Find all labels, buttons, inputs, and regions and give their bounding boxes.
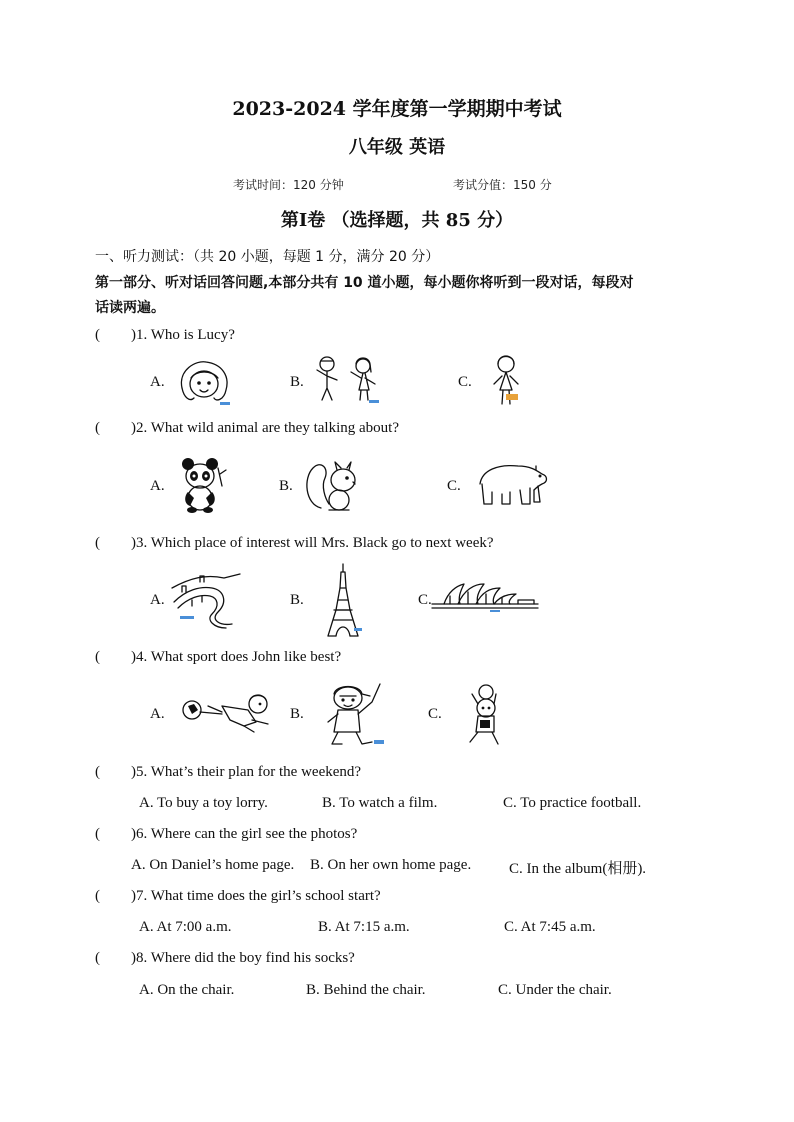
part-title: 第Ⅰ卷 （选择题，共 85 分） bbox=[280, 210, 514, 231]
q5-option-c: C. To practice football. bbox=[503, 795, 642, 811]
q8-option-b: B. Behind the chair. bbox=[306, 982, 426, 998]
question-4-paren: ( bbox=[95, 649, 100, 665]
q7-option-b: B. At 7:15 a.m. bbox=[318, 919, 410, 935]
section-instruction-1: 第一部分、听对话回答问题,本部分共有 10 道小题，每小题你将听到一段对话，每段对 bbox=[95, 275, 634, 291]
q2-option-b: B. bbox=[279, 478, 293, 494]
q5-option-a: A. To buy a toy lorry. bbox=[139, 795, 268, 811]
basketball-player-icon bbox=[464, 684, 504, 746]
q8-option-a: A. On the chair. bbox=[139, 982, 235, 998]
q3-option-c: C. bbox=[418, 592, 432, 608]
q6-option-a: A. On Daniel’s home page. bbox=[131, 857, 295, 873]
football-player-icon bbox=[178, 690, 274, 734]
question-2-paren: ( bbox=[95, 420, 100, 436]
question-4-text: )4. What sport does John like best? bbox=[131, 649, 342, 665]
question-7-text: )7. What time does the girl’s school start? bbox=[131, 888, 381, 904]
q7-option-a: A. At 7:00 a.m. bbox=[139, 919, 232, 935]
q6-option-b: B. On her own home page. bbox=[310, 857, 472, 873]
exam-subtitle: 八年级 英语 bbox=[348, 137, 446, 158]
question-6-text: )6. Where can the girl see the photos? bbox=[131, 826, 358, 842]
question-1-paren: ( bbox=[95, 327, 100, 343]
great-wall-icon bbox=[170, 572, 242, 628]
baseball-player-icon bbox=[322, 682, 386, 748]
question-7-paren: ( bbox=[95, 888, 100, 904]
panda-icon bbox=[180, 456, 228, 514]
q1-option-c: C. bbox=[458, 374, 472, 390]
squirrel-icon bbox=[303, 458, 363, 514]
q7-option-c: C. At 7:45 a.m. bbox=[504, 919, 596, 935]
girl-face-icon bbox=[176, 360, 232, 406]
exam-time: 考试时间：120 分钟 bbox=[233, 178, 344, 192]
question-5-paren: ( bbox=[95, 764, 100, 780]
exam-score: 考试分值：150 分 bbox=[453, 178, 552, 192]
question-3-paren: ( bbox=[95, 535, 100, 551]
q5-option-b: B. To watch a film. bbox=[322, 795, 438, 811]
q2-option-c: C. bbox=[447, 478, 461, 494]
question-8-text: )8. Where did the boy find his socks? bbox=[131, 950, 355, 966]
question-5-text: )5. What’s their plan for the weekend? bbox=[131, 764, 362, 780]
q4-option-b: B. bbox=[290, 706, 304, 722]
polar-bear-icon bbox=[474, 460, 550, 508]
q4-option-a: A. bbox=[150, 706, 165, 722]
q2-option-a: A. bbox=[150, 478, 165, 494]
question-3-text: )3. Which place of interest will Mrs. Black go to next week? bbox=[131, 535, 494, 551]
question-2-text: )2. What wild animal are they talking about? bbox=[131, 420, 399, 436]
section-instruction-2: 话读两遍。 bbox=[95, 300, 165, 316]
eiffel-tower-icon bbox=[326, 564, 360, 638]
q4-option-c: C. bbox=[428, 706, 442, 722]
section-heading: 一、听力测试：（共 20 小题，每题 1 分，满分 20 分） bbox=[95, 249, 440, 265]
two-children-icon bbox=[313, 354, 383, 404]
girl-standing-icon bbox=[490, 354, 524, 408]
q1-option-b: B. bbox=[290, 374, 304, 390]
question-1-text: )1. Who is Lucy? bbox=[131, 327, 235, 343]
question-6-paren: ( bbox=[95, 826, 100, 842]
exam-title: 2023-2024 学年度第一学期期中考试 bbox=[232, 98, 562, 120]
q8-option-c: C. Under the chair. bbox=[498, 982, 612, 998]
question-8-paren: ( bbox=[95, 950, 100, 966]
q3-option-a: A. bbox=[150, 592, 165, 608]
sydney-opera-house-icon bbox=[430, 578, 540, 614]
q1-option-a: A. bbox=[150, 374, 165, 390]
q3-option-b: B. bbox=[290, 592, 304, 608]
q6-option-c: C. In the album(相册). bbox=[509, 861, 647, 877]
